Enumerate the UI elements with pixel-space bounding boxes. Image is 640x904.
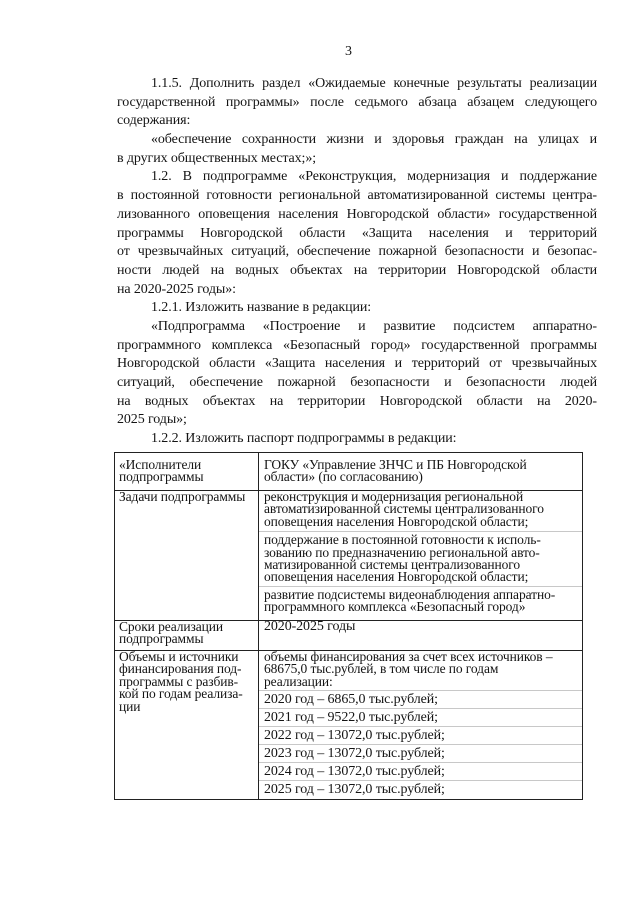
period-value-cell [259,621,582,650]
funding-label-cell [115,651,259,799]
page-number: 3 [345,44,352,59]
cell-line: автоматизированной системы централизованного [264,501,544,517]
cell-line: реализации: [264,673,333,689]
text-line: в других общественных местах;»; [117,150,317,166]
executors-label-cell [115,453,259,490]
tasks-label-cell [115,491,259,620]
funding-years-list [259,690,582,798]
cell-line: финансирования под- [119,661,242,677]
funding-year-item: 2022 год – 13072,0 тыс.рублей; [259,726,582,744]
text-line: содержания: [117,113,191,129]
text-line: 1.2. В подпрограмме «Реконструкция, модернизация и поддержание [151,169,597,185]
funding-year-item: 2025 год – 13072,0 тыс.рублей; [259,780,582,798]
table-row-funding [115,650,582,799]
cell-line: 2020-2025 годы [264,621,356,634]
text-line: программы Новгородской области «Защита населения и территорий [117,225,597,241]
paragraph [117,131,597,168]
text-line: 1.2.1. Изложить название в редакции: [151,300,372,316]
cell-line: зованию по предназначению региональной авто- [264,544,540,560]
cell-line: «Исполнители [119,457,202,472]
cell-line: матизированной системы централизованного [264,556,521,572]
table-row-executors [115,453,582,490]
document-body [117,75,597,449]
text-line: Новгородской области «Защита населения и территорий от чрезвычайных [117,356,597,372]
text-line: программного комплекса «Безопасный город» государственной программы [117,337,597,353]
period-label-cell [115,621,259,650]
subprogram-passport-table [114,452,583,800]
task-item [264,491,582,528]
funding-year-item: 2020 год – 6865,0 тыс.рублей; [259,690,582,708]
task-item [259,586,582,614]
text-line: «обеспечение сохранности жизни и здоровья граждан на улицах и [151,132,597,148]
funding-year-item: 2023 год – 13072,0 тыс.рублей; [259,744,582,762]
cell-line: 68675,0 тыс.рублей, в том числе по годам [264,661,499,677]
text-line: на водных объектах на территории Новгородской области на 2020- [117,393,597,409]
cell-line: реконструкция и модернизация региональной [264,491,524,504]
paragraph [117,299,597,318]
text-line: на 2020-2025 годы»: [117,281,236,297]
task-item [259,531,582,584]
funding-year-item: 2024 год – 13072,0 тыс.рублей; [259,762,582,780]
paragraph [117,75,597,131]
text-line: государственной программы» после седьмого абзаца абзацем следующего [117,94,597,110]
text-line: ситуаций, обеспечение пожарной безопасности и безопасности людей [117,375,597,390]
cell-line: программного комплекса «Безопасный город» [264,599,526,615]
cell-line: области» (по согласованию) [264,469,423,485]
text-line: 2025 годы»; [117,412,187,428]
text-line: в постоянной готовности региональной автоматизированной системы центра- [117,188,597,204]
funding-year-item: 2021 год – 9522,0 тыс.рублей; [259,708,582,726]
executors-value-cell [259,453,582,490]
cell-line: кой по годам реализа- [119,686,243,702]
cell-line: поддержание в постоянной готовности к исполь- [264,532,541,548]
funding-intro [264,651,582,688]
cell-line: развитие подсистемы видеонаблюдения аппаратно- [264,586,556,602]
cell-line: оповещения населения Новгородской области; [264,513,529,529]
tasks-value-cell [259,491,582,620]
cell-line: Объемы и источники [119,651,239,664]
cell-line: ГОКУ «Управление ЗНЧС и ПБ Новгородской [264,457,527,472]
cell-line: оповещения населения Новгородской области; [264,569,529,585]
paragraph [117,318,597,430]
cell-line: подпрограммы [119,469,204,485]
cell-line: ции [119,698,141,714]
cell-line: программы с разбив- [119,673,239,689]
table-row-tasks [115,490,582,620]
paragraph [117,168,597,299]
text-line: «Подпрограмма «Построение и развитие подсистем аппаратно- [151,318,597,334]
text-line: 1.2.2. Изложить паспорт подпрограммы в редакции: [151,431,457,447]
table-row-period [115,620,582,650]
text-line: лизованного оповещения населения Новгородской области» государственной [117,206,597,222]
text-line: 1.1.5. Дополнить раздел «Ожидаемые конечные результаты реализации [151,76,597,91]
cell-line: подпрограммы [119,631,204,647]
text-line: от чрезвычайных ситуаций, обеспечение пожарной безопасности и безопас- [117,244,597,260]
cell-line: объемы финансирования за счет всех источников – [264,651,553,664]
funding-value-cell [259,651,582,799]
cell-line: Задачи подпрограммы [119,491,246,504]
cell-line: Сроки реализации [119,621,224,634]
paragraph [117,430,597,449]
text-line: ности людей на водных объектах на территории Новгородской области [117,262,597,278]
